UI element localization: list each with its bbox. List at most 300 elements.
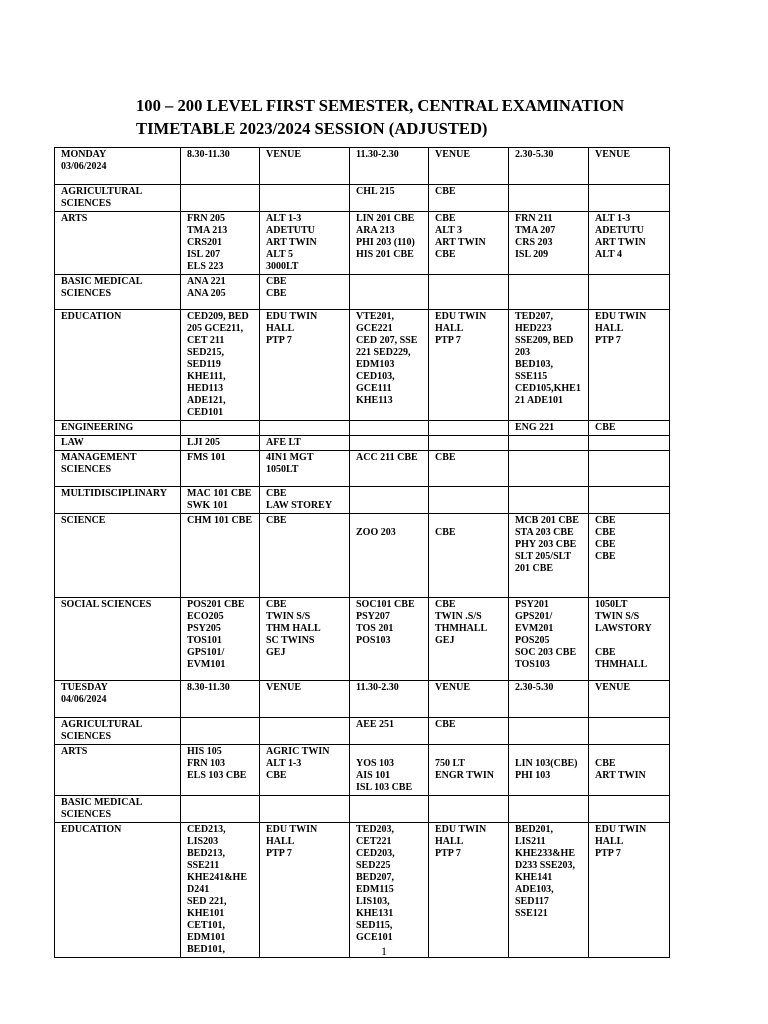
cell-line: AIS 101 xyxy=(356,770,391,781)
cell-line: MANAGEMENT xyxy=(61,452,137,463)
cell-line: ANA 221 xyxy=(187,276,226,287)
cell-line: ART TWIN xyxy=(595,237,646,248)
cell-line: ALT 1-3 xyxy=(595,213,631,224)
slot2-course-cell xyxy=(350,681,429,718)
cell-line: TOS103 xyxy=(515,659,550,670)
cell-line: VENUE xyxy=(595,149,631,160)
faculty-cell xyxy=(55,436,181,451)
cell-line: BED103, xyxy=(515,359,554,370)
table-row xyxy=(55,718,670,745)
timetable xyxy=(54,147,670,958)
cell-line: ISL 207 xyxy=(187,249,221,260)
cell-line: SOC 203 CBE xyxy=(515,647,577,658)
slot1-course-cell xyxy=(181,745,260,796)
cell-line: 21 ADE101 xyxy=(515,395,564,406)
slot1-course-cell xyxy=(181,421,260,436)
cell-line: SCIENCES xyxy=(61,809,112,820)
cell-line: PTP 7 xyxy=(435,848,461,859)
cell-line: GCE221 xyxy=(356,323,393,334)
slot2-venue-cell xyxy=(429,212,509,275)
cell-line: LIS203 xyxy=(187,836,219,847)
cell-line: HALL xyxy=(595,323,624,334)
slot3-venue-cell xyxy=(589,451,670,487)
cell-line: AGRICULTURAL xyxy=(61,186,143,197)
cell-line: ANA 205 xyxy=(187,288,226,299)
cell-line: VENUE xyxy=(595,682,631,693)
slot3-course-cell xyxy=(509,823,589,958)
slot2-venue-cell xyxy=(429,681,509,718)
cell-line xyxy=(435,515,505,527)
slot2-venue-cell xyxy=(429,745,509,796)
cell-line: ART TWIN xyxy=(595,770,646,781)
cell-line: ART TWIN xyxy=(435,237,486,248)
slot1-course-cell xyxy=(181,148,260,185)
cell-line: TWIN S/S xyxy=(266,611,311,622)
cell-line: AEE 251 xyxy=(356,719,395,730)
cell-line: SCIENCE xyxy=(61,515,106,526)
cell-line: BED207, xyxy=(356,872,395,883)
table-row xyxy=(55,681,670,718)
cell-line: ALT 5 xyxy=(266,249,293,260)
cell-line: EDU TWIN xyxy=(266,824,318,835)
slot2-venue-cell xyxy=(429,718,509,745)
cell-line: TED207, xyxy=(515,311,554,322)
slot1-venue-cell xyxy=(260,275,350,310)
slot2-course-cell xyxy=(350,823,429,958)
cell-line: CBE xyxy=(435,719,456,730)
cell-line: LIS103, xyxy=(356,896,390,907)
cell-line: VENUE xyxy=(266,149,302,160)
slot3-venue-cell xyxy=(589,823,670,958)
cell-line: POS103 xyxy=(356,635,391,646)
cell-line: TOS101 xyxy=(187,635,222,646)
slot3-course-cell xyxy=(509,718,589,745)
cell-line: CBE xyxy=(266,288,287,299)
slot1-venue-cell xyxy=(260,421,350,436)
slot3-venue-cell xyxy=(589,718,670,745)
slot2-course-cell xyxy=(350,745,429,796)
cell-line: CED209, BED xyxy=(187,311,249,322)
faculty-cell xyxy=(55,212,181,275)
cell-line: STA 203 CBE xyxy=(515,527,574,538)
cell-line: CBE xyxy=(435,452,456,463)
cell-line: CBE xyxy=(435,249,456,260)
cell-line: ARTS xyxy=(61,746,88,757)
slot2-course-cell xyxy=(350,796,429,823)
cell-line: GCE101 xyxy=(356,932,393,943)
slot1-course-cell xyxy=(181,451,260,487)
cell-line: CED101 xyxy=(187,407,224,418)
cell-line: LIN 201 CBE xyxy=(356,213,415,224)
cell-line: CED 207, SSE xyxy=(356,335,418,346)
slot3-venue-cell xyxy=(589,185,670,212)
slot1-venue-cell xyxy=(260,212,350,275)
table-row xyxy=(55,487,670,514)
cell-line: HIS 105 xyxy=(187,746,222,757)
cell-line: ISL 209 xyxy=(515,249,549,260)
cell-line: YOS 103 xyxy=(356,758,395,769)
cell-line: AFE LT xyxy=(266,437,301,448)
cell-line xyxy=(356,746,425,758)
cell-line: CBE xyxy=(266,515,287,526)
cell-line: GCE111 xyxy=(356,383,392,394)
cell-line: MULTIDISCIPLINARY xyxy=(61,488,167,499)
cell-line: SCIENCES xyxy=(61,198,112,209)
cell-line: ALT 3 xyxy=(435,225,462,236)
cell-line: CBE xyxy=(595,422,616,433)
slot3-course-cell xyxy=(509,796,589,823)
slot2-venue-cell xyxy=(429,421,509,436)
cell-line: BED101, xyxy=(187,944,226,955)
slot2-venue-cell xyxy=(429,436,509,451)
cell-line: 11.30-2.30 xyxy=(356,682,399,693)
cell-line: PTP 7 xyxy=(595,848,621,859)
faculty-cell xyxy=(55,185,181,212)
cell-line: KHE111, xyxy=(187,371,226,382)
slot3-venue-cell xyxy=(589,745,670,796)
cell-line: ELS 103 CBE xyxy=(187,770,247,781)
cell-line: SED225 xyxy=(356,860,391,871)
cell-line: 201 CBE xyxy=(515,563,554,574)
cell-line: TUESDAY xyxy=(61,682,108,693)
cell-line: ARA 213 xyxy=(356,225,395,236)
cell-line: GEJ xyxy=(435,635,455,646)
slot3-venue-cell xyxy=(589,148,670,185)
cell-line: MCB 201 CBE xyxy=(515,515,579,526)
cell-line: GPS101/ xyxy=(187,647,225,658)
slot1-venue-cell xyxy=(260,436,350,451)
cell-line: BED201, xyxy=(515,824,554,835)
cell-line: ADETUTU xyxy=(266,225,315,236)
slot1-venue-cell xyxy=(260,185,350,212)
cell-line: CET 211 xyxy=(187,335,225,346)
cell-line: SED 221, xyxy=(187,896,227,907)
cell-line: 750 LT xyxy=(435,758,465,769)
cell-line: BASIC MEDICAL xyxy=(61,797,143,808)
cell-line: HALL xyxy=(266,323,295,334)
cell-line: ALT 4 xyxy=(595,249,622,260)
slot1-course-cell xyxy=(181,823,260,958)
cell-line: CBE xyxy=(266,276,287,287)
cell-line: CBE xyxy=(266,770,287,781)
cell-line: 4IN1 MGT xyxy=(266,452,314,463)
cell-line: EDM115 xyxy=(356,884,394,895)
cell-line: 205 GCE211, xyxy=(187,323,244,334)
table-row xyxy=(55,421,670,436)
cell-line: ELS 223 xyxy=(187,261,224,272)
table-row xyxy=(55,451,670,487)
cell-line: CBE xyxy=(266,599,287,610)
cell-line: ENGR TWIN xyxy=(435,770,494,781)
faculty-cell xyxy=(55,514,181,598)
slot2-venue-cell xyxy=(429,598,509,681)
cell-line: CBE xyxy=(266,488,287,499)
cell-line: EDU TWIN xyxy=(435,824,487,835)
cell-line: KHE131 xyxy=(356,908,394,919)
cell-line: LIN 103(CBE) xyxy=(515,758,578,769)
cell-line: TOS 201 xyxy=(356,623,394,634)
cell-line: KHE241&HE xyxy=(187,872,248,883)
cell-line: CED103, xyxy=(356,371,395,382)
table-row xyxy=(55,436,670,451)
slot3-course-cell xyxy=(509,745,589,796)
cell-line: PHI 103 xyxy=(515,770,551,781)
cell-line: FMS 101 xyxy=(187,452,226,463)
slot3-course-cell xyxy=(509,185,589,212)
cell-line: CED213, xyxy=(187,824,226,835)
table-row xyxy=(55,310,670,421)
slot1-course-cell xyxy=(181,212,260,275)
cell-line: CBE xyxy=(435,527,456,538)
cell-line: SSE211 xyxy=(187,860,220,871)
table-row xyxy=(55,514,670,598)
slot3-venue-cell xyxy=(589,796,670,823)
cell-line: SCIENCES xyxy=(61,464,112,475)
cell-line: KHE113 xyxy=(356,395,393,406)
slot3-venue-cell xyxy=(589,212,670,275)
table-row xyxy=(55,212,670,275)
cell-line: PHY 203 CBE xyxy=(515,539,577,550)
cell-line: 2.30-5.30 xyxy=(515,149,554,160)
slot2-course-cell xyxy=(350,421,429,436)
cell-line: TMA 207 xyxy=(515,225,556,236)
cell-line: CBE xyxy=(435,599,456,610)
slot3-course-cell xyxy=(509,310,589,421)
slot3-course-cell xyxy=(509,436,589,451)
cell-line: PSY201 xyxy=(515,599,549,610)
cell-line: ADE121, xyxy=(187,395,226,406)
cell-line: THMHALL xyxy=(435,623,488,634)
cell-line: 11.30-2.30 xyxy=(356,149,399,160)
slot1-venue-cell xyxy=(260,796,350,823)
faculty-cell xyxy=(55,718,181,745)
page-number: 1 xyxy=(381,944,387,958)
cell-line: SED215, xyxy=(187,347,224,358)
cell-line: TWIN .S/S xyxy=(435,611,482,622)
slot2-course-cell xyxy=(350,436,429,451)
cell-line: ENGINEERING xyxy=(61,422,134,433)
cell-line: CED203, xyxy=(356,848,395,859)
cell-line: THMHALL xyxy=(595,659,648,670)
slot3-venue-cell xyxy=(589,310,670,421)
cell-line: LAW STOREY xyxy=(266,500,333,511)
cell-line: 1050LT xyxy=(595,599,628,610)
cell-line: SED117 xyxy=(515,896,549,907)
cell-line xyxy=(595,635,666,647)
slot1-course-cell xyxy=(181,436,260,451)
slot1-venue-cell xyxy=(260,718,350,745)
slot1-venue-cell xyxy=(260,451,350,487)
cell-line: SED115, xyxy=(356,920,393,931)
cell-line: POS201 CBE xyxy=(187,599,245,610)
faculty-cell xyxy=(55,681,181,718)
table-row xyxy=(55,275,670,310)
cell-line: HED223 xyxy=(515,323,552,334)
slot2-course-cell xyxy=(350,451,429,487)
cell-line: VTE201, xyxy=(356,311,395,322)
slot1-venue-cell xyxy=(260,598,350,681)
slot3-course-cell xyxy=(509,514,589,598)
slot3-venue-cell xyxy=(589,275,670,310)
faculty-cell xyxy=(55,598,181,681)
cell-line: BASIC MEDICAL xyxy=(61,276,143,287)
cell-line: SOC101 CBE xyxy=(356,599,415,610)
cell-line: SCIENCES xyxy=(61,731,112,742)
cell-line: SSE115 xyxy=(515,371,548,382)
slot2-venue-cell xyxy=(429,796,509,823)
cell-line: CET101, xyxy=(187,920,226,931)
cell-line: LJI 205 xyxy=(187,437,221,448)
cell-line: FRN 211 xyxy=(515,213,553,224)
cell-line: EDM101 xyxy=(187,932,226,943)
cell-line xyxy=(435,746,505,758)
cell-line: CBE xyxy=(595,515,616,526)
slot1-course-cell xyxy=(181,487,260,514)
cell-line: EVM101 xyxy=(187,659,226,670)
slot3-course-cell xyxy=(509,148,589,185)
cell-line: SCIENCES xyxy=(61,288,112,299)
cell-line: TMA 213 xyxy=(187,225,228,236)
cell-line: EDUCATION xyxy=(61,824,122,835)
slot3-course-cell xyxy=(509,598,589,681)
slot2-venue-cell xyxy=(429,487,509,514)
faculty-cell xyxy=(55,796,181,823)
cell-line: HALL xyxy=(435,836,464,847)
slot1-course-cell xyxy=(181,681,260,718)
slot3-course-cell xyxy=(509,487,589,514)
table-row xyxy=(55,745,670,796)
slot3-venue-cell xyxy=(589,421,670,436)
cell-line: ART TWIN xyxy=(266,237,317,248)
cell-line: EDUCATION xyxy=(61,311,122,322)
cell-line: ZOO 203 xyxy=(356,527,396,538)
slot1-course-cell xyxy=(181,598,260,681)
cell-line: ECO205 xyxy=(187,611,224,622)
cell-line: EDU TWIN xyxy=(266,311,318,322)
table-row xyxy=(55,796,670,823)
table-row xyxy=(55,598,670,681)
cell-line: LIS211 xyxy=(515,836,546,847)
cell-line: HALL xyxy=(595,836,624,847)
faculty-cell xyxy=(55,275,181,310)
slot3-course-cell xyxy=(509,275,589,310)
cell-line: LAW xyxy=(61,437,84,448)
cell-line: CBE xyxy=(435,186,456,197)
slot3-course-cell xyxy=(509,212,589,275)
faculty-cell xyxy=(55,745,181,796)
slot1-course-cell xyxy=(181,185,260,212)
cell-line: SWK 101 xyxy=(187,500,228,511)
title-line-2: TIMETABLE 2023/2024 SESSION (ADJUSTED) xyxy=(136,119,488,138)
slot3-venue-cell xyxy=(589,598,670,681)
slot2-venue-cell xyxy=(429,310,509,421)
page-title xyxy=(136,94,736,140)
cell-line: CBE xyxy=(595,539,616,550)
cell-line: SSE209, BED xyxy=(515,335,574,346)
cell-line: PHI 203 (110) xyxy=(356,237,415,248)
cell-line: 1050LT xyxy=(266,464,299,475)
cell-line: GPS201/ xyxy=(515,611,553,622)
slot2-course-cell xyxy=(350,598,429,681)
cell-line: CET221 xyxy=(356,836,392,847)
cell-line: 03/06/2024 xyxy=(61,161,107,172)
slot2-venue-cell xyxy=(429,451,509,487)
cell-line: KHE233&HE xyxy=(515,848,576,859)
cell-line: D241 xyxy=(187,884,210,895)
cell-line: TWIN S/S xyxy=(595,611,640,622)
slot2-course-cell xyxy=(350,185,429,212)
slot1-venue-cell xyxy=(260,148,350,185)
cell-line xyxy=(595,746,666,758)
cell-line: AGRIC TWIN xyxy=(266,746,330,757)
table-row xyxy=(55,148,670,185)
cell-line: CRS201 xyxy=(187,237,223,248)
slot3-venue-cell xyxy=(589,514,670,598)
cell-line: KHE141 xyxy=(515,872,553,883)
slot2-venue-cell xyxy=(429,275,509,310)
faculty-cell xyxy=(55,310,181,421)
cell-line: ADETUTU xyxy=(595,225,644,236)
cell-line: THM HALL xyxy=(266,623,321,634)
slot1-course-cell xyxy=(181,310,260,421)
cell-line: ARTS xyxy=(61,213,88,224)
slot2-course-cell xyxy=(350,212,429,275)
cell-line: SLT 205/SLT xyxy=(515,551,572,562)
cell-line: VENUE xyxy=(435,682,471,693)
slot2-venue-cell xyxy=(429,823,509,958)
slot2-course-cell xyxy=(350,148,429,185)
cell-line: CHM 101 CBE xyxy=(187,515,252,526)
cell-line: EDM103 xyxy=(356,359,395,370)
cell-line: ENG 221 xyxy=(515,422,555,433)
cell-line: 2.30-5.30 xyxy=(515,682,554,693)
slot1-venue-cell xyxy=(260,681,350,718)
cell-line: CBE xyxy=(595,551,616,562)
cell-line: FRN 103 xyxy=(187,758,226,769)
cell-line: LAWSTORY xyxy=(595,623,652,634)
slot3-course-cell xyxy=(509,681,589,718)
cell-line: EDU TWIN xyxy=(595,311,647,322)
slot1-venue-cell xyxy=(260,823,350,958)
cell-line: ALT 1-3 xyxy=(266,213,302,224)
faculty-cell xyxy=(55,487,181,514)
slot3-course-cell xyxy=(509,421,589,436)
cell-line: 8.30-11.30 xyxy=(187,149,230,160)
cell-line: PSY205 xyxy=(187,623,221,634)
cell-line: EDU TWIN xyxy=(435,311,487,322)
cell-line: KHE101 xyxy=(187,908,225,919)
cell-line: SOCIAL SCIENCES xyxy=(61,599,152,610)
slot2-venue-cell xyxy=(429,148,509,185)
cell-line: ISL 103 CBE xyxy=(356,782,413,793)
table-row xyxy=(55,185,670,212)
cell-line: CHL 215 xyxy=(356,186,395,197)
slot1-venue-cell xyxy=(260,487,350,514)
faculty-cell xyxy=(55,823,181,958)
cell-line: AGRICULTURAL xyxy=(61,719,143,730)
cell-line: FRN 205 xyxy=(187,213,226,224)
cell-line: ACC 211 CBE xyxy=(356,452,418,463)
cell-line: CED105,KHE1 xyxy=(515,383,581,394)
faculty-cell xyxy=(55,421,181,436)
cell-line: VENUE xyxy=(435,149,471,160)
cell-line: ADE103, xyxy=(515,884,554,895)
cell-line: BED213, xyxy=(187,848,226,859)
cell-line: PTP 7 xyxy=(266,335,292,346)
cell-line: HALL xyxy=(435,323,464,334)
slot3-venue-cell xyxy=(589,681,670,718)
slot2-course-cell xyxy=(350,310,429,421)
